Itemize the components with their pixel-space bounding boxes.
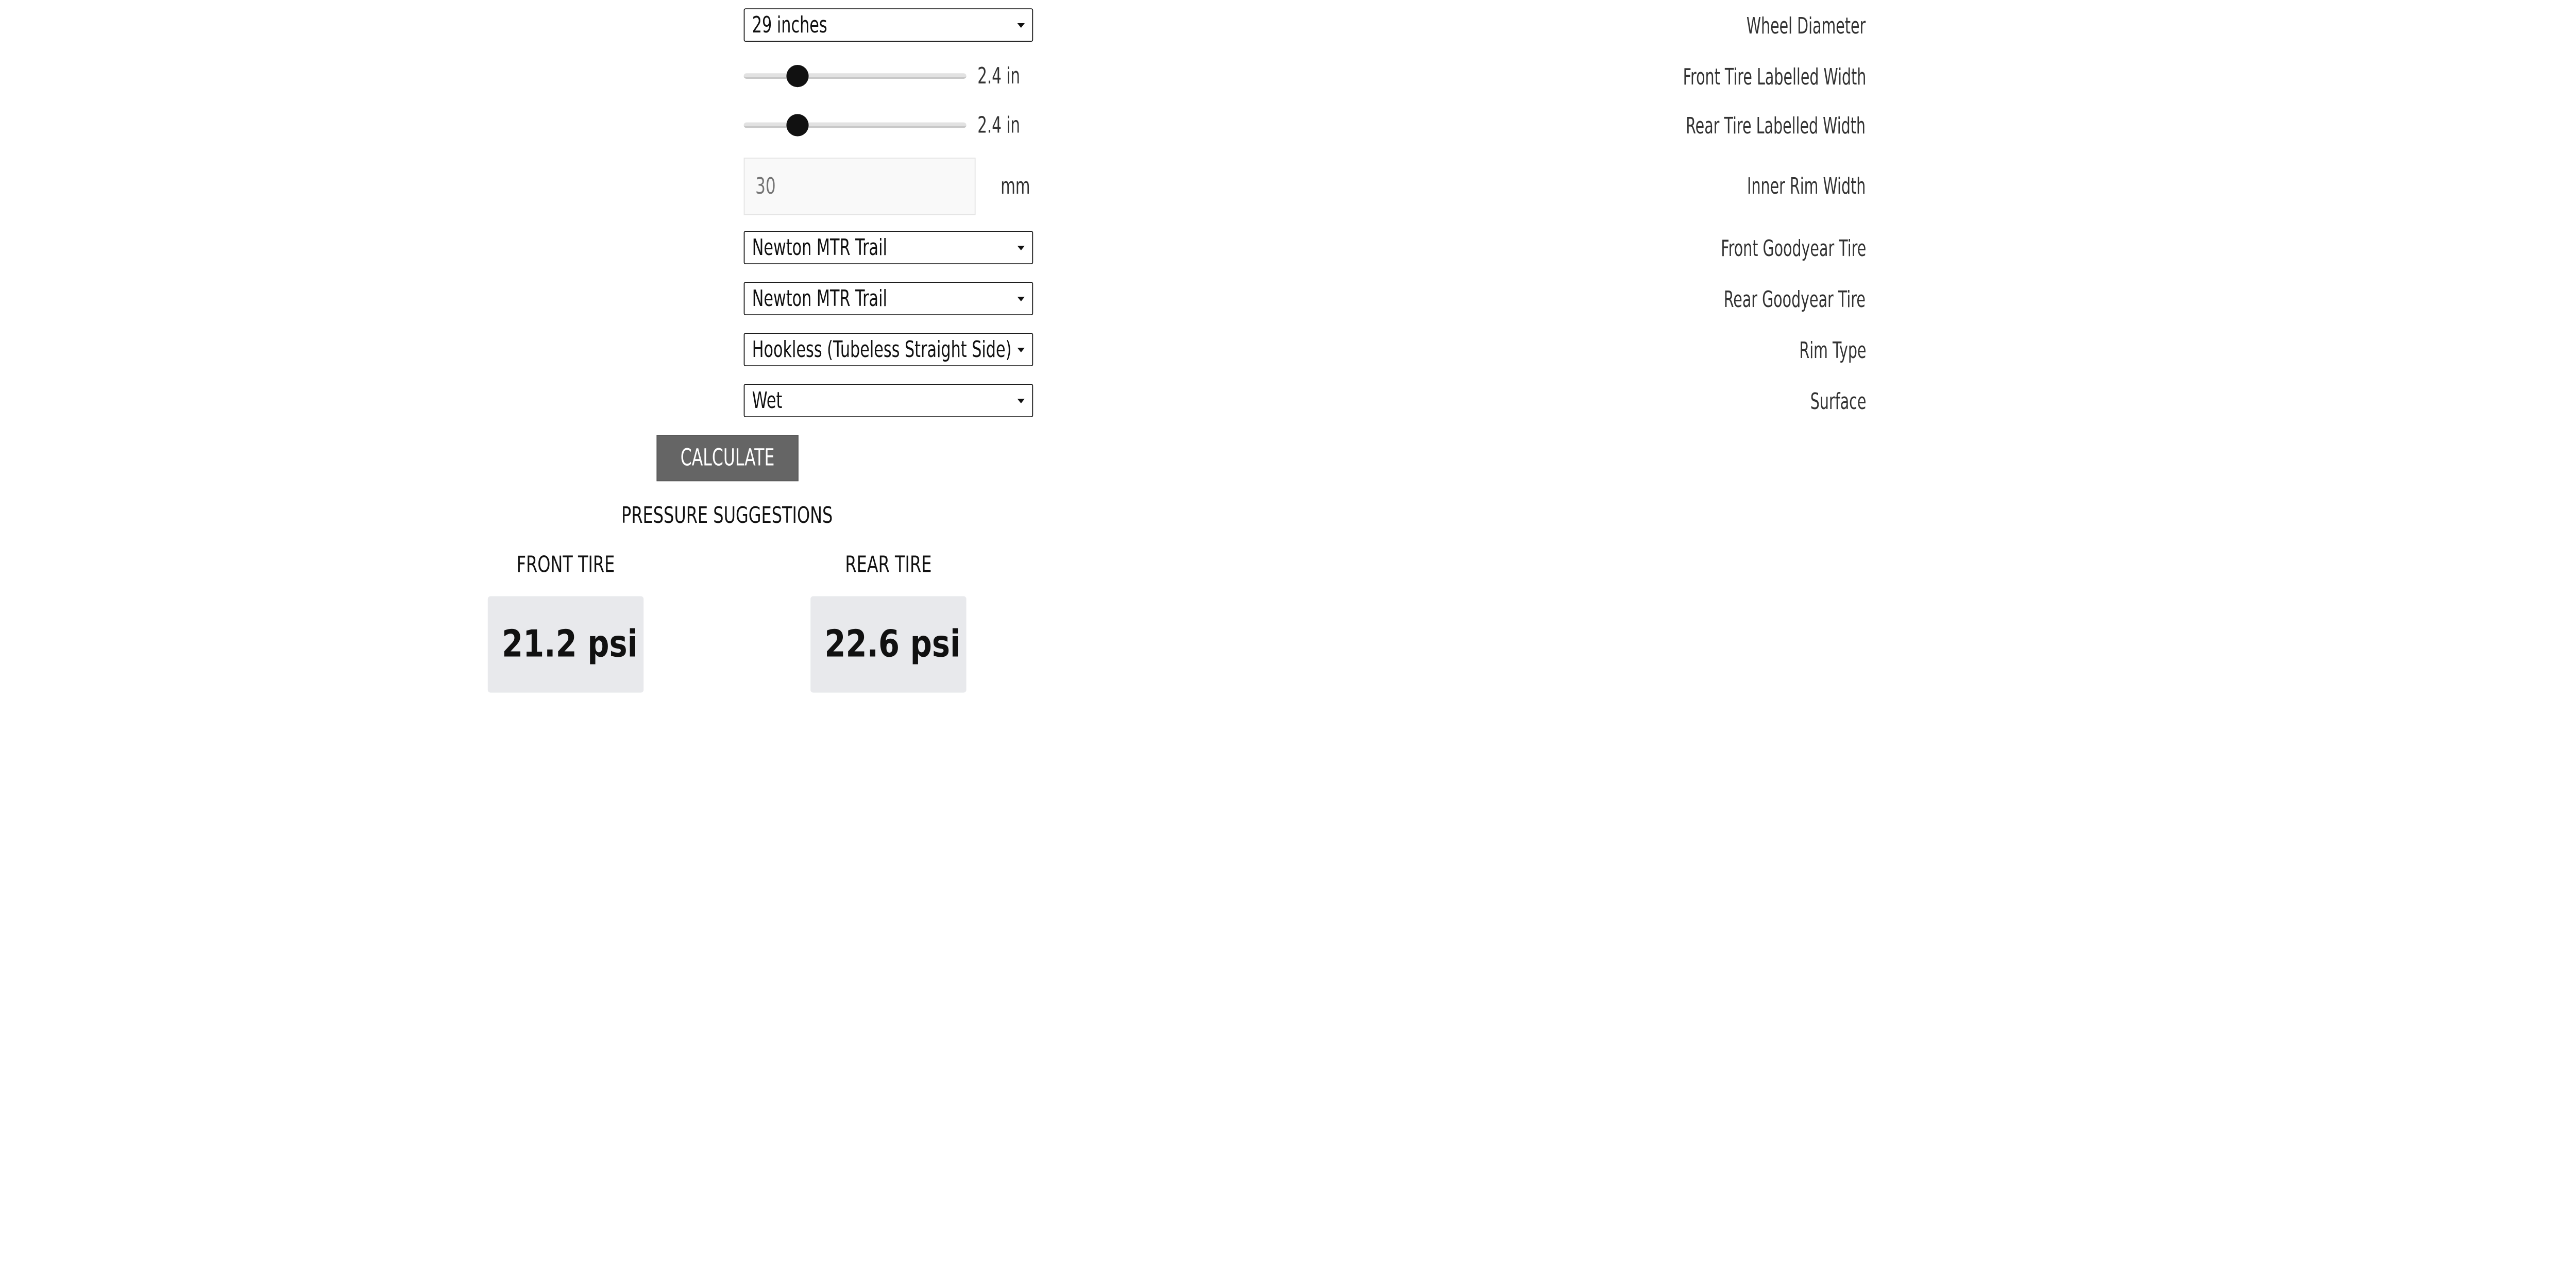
front-tire-label: Front Goodyear Tire [1720,235,1866,262]
rear-tire-select[interactable] [744,282,1033,315]
caret-down-icon [1018,399,1025,403]
rear-tire-label-wrap [1402,282,1866,317]
front-width-slider-thumb[interactable] [786,65,808,87]
front-width-label-wrap [1402,59,1866,94]
front-width-slider-track[interactable] [744,73,967,79]
wheel-diameter-select[interactable] [744,8,1033,42]
inner-rim-input[interactable] [744,159,910,214]
surface-label: Surface [1809,388,1866,415]
wheel-diameter-label: Wheel Diameter [1747,13,1866,39]
rear-width-slider[interactable] [744,116,967,134]
front-width-label: Front Tire Labelled Width [1682,64,1866,90]
rear-tire-label: Rear Goodyear Tire [1724,286,1866,313]
rear-tire-result-box [810,596,966,692]
rim-type-label-wrap [1402,333,1866,368]
front-tire-psi: 21.2 psi [502,623,638,666]
caret-down-icon [1018,348,1025,352]
wheel-diameter-value: 29 inches [752,12,827,38]
front-tire-value: Newton MTR Trail [752,234,887,261]
front-tire-result-box [488,596,643,692]
surface-value: Wet [752,387,783,414]
rear-width-label-wrap [1402,109,1866,144]
rim-type-value: Hookless (Tubeless Straight Side) [752,336,1012,363]
inner-rim-label-wrap [1402,169,1866,204]
rear-width-label: Rear Tire Labelled Width [1686,113,1866,139]
caret-down-icon [1018,246,1025,250]
front-tire-label-wrap [1402,231,1866,266]
inner-rim-unit: mm [1001,173,1030,199]
caret-down-icon [1018,23,1025,28]
pressure-suggestions-heading: PRESSURE SUGGESTIONS [621,502,833,529]
caret-down-icon [1018,297,1025,301]
rear-tire-value: Newton MTR Trail [752,285,887,312]
front-width-value: 2.4 in [977,63,1021,89]
rear-width-slider-track[interactable] [744,123,967,128]
calculate-button-label: CALCULATE [680,444,775,471]
surface-select[interactable] [744,384,1033,417]
calculate-button[interactable] [656,435,798,481]
surface-label-wrap [1402,384,1866,419]
front-tire-select[interactable] [744,231,1033,264]
front-tire-result-label: FRONT TIRE [516,552,615,578]
inner-rim-field[interactable] [744,158,976,215]
rear-width-slider-thumb[interactable] [786,114,808,136]
inner-rim-label: Inner Rim Width [1747,173,1866,199]
rear-tire-psi: 22.6 psi [824,623,961,666]
rim-type-label: Rim Type [1799,337,1866,364]
rim-type-select[interactable] [744,333,1033,366]
front-width-slider[interactable] [744,67,967,86]
rear-width-value: 2.4 in [977,112,1021,139]
rear-tire-result-label: REAR TIRE [845,552,932,578]
wheel-diameter-label-wrap [1402,8,1866,43]
